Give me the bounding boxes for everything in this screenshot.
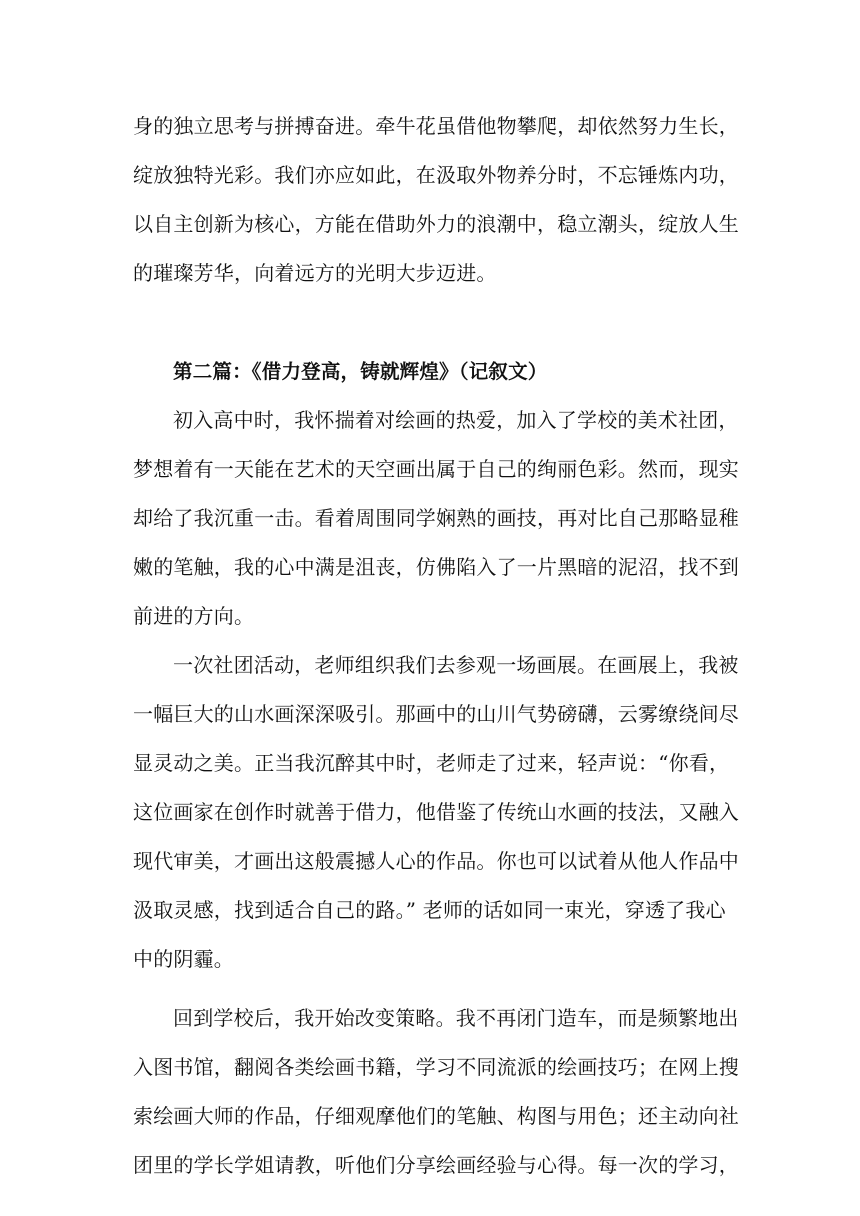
text-line: 的璀璨芳华，向着远方的光明大步迈进。 — [133, 261, 497, 285]
text-line: 梦想着有一天能在艺术的天空画出属于自己的绚丽色彩。然而，现实 — [133, 457, 739, 481]
document-body — [133, 102, 737, 1190]
text-line: 嫩的笔触，我的心中满是沮丧，仿佛陷入了一片黑暗的泥沼，找不到 — [133, 555, 739, 579]
paragraph-gap — [133, 984, 737, 994]
text-line: 却给了我沉重一击。看着周围同学娴熟的画技，再对比自己那略显稚 — [133, 506, 739, 530]
text-line: 绽放独特光彩。我们亦应如此，在汲取外物养分时，不忘锤炼内功， — [133, 163, 739, 187]
text-line: 一幅巨大的山水画深深吸引。那画中的山川气势磅礴，云雾缭绕间尽 — [133, 702, 739, 726]
text-line: 索绘画大师的作品，仔细观摩他们的笔触、构图与用色；还主动向社 — [133, 1104, 739, 1128]
text-line: 这位画家在创作时就善于借力，他借鉴了传统山水画的技法，又融入 — [133, 800, 739, 824]
text-line: 汲取灵感，找到适合自己的路。” 老师的话如同一束光，穿透了我心 — [133, 898, 726, 922]
blank-line — [133, 298, 737, 347]
text-line: 初入高中时，我怀揣着对绘画的热爱，加入了学校的美术社团， — [173, 408, 739, 432]
section-heading: 第二篇：《借力登高，铸就辉煌》（记叙文） — [173, 360, 548, 383]
paragraph-continued — [133, 102, 737, 298]
text-line: 回到学校后，我开始改变策略。我不再闭门造车，而是频繁地出 — [173, 1006, 739, 1030]
text-line: 显灵动之美。正当我沉醉其中时，老师走了过来，轻声说：“你看， — [133, 751, 730, 775]
text-line: 入图书馆，翻阅各类绘画书籍，学习不同流派的绘画技巧；在网上搜 — [133, 1055, 739, 1079]
text-line: 身的独立思考与拼搏奋进。牵牛花虽借他物攀爬，却依然努力生长， — [133, 114, 739, 138]
paragraph-3 — [133, 994, 737, 1190]
text-line: 团里的学长学姐请教，听他们分享绘画经验与心得。每一次的学习， — [133, 1153, 739, 1177]
text-line: 一次社团活动，老师组织我们去参观一场画展。在画展上，我被 — [173, 653, 739, 677]
text-line: 现代审美，才画出这般震撼人心的作品。你也可以试着从他人作品中 — [133, 849, 739, 873]
text-line: 以自主创新为核心，方能在借助外力的浪潮中，稳立潮头，绽放人生 — [133, 212, 739, 236]
paragraph-2 — [133, 641, 737, 984]
text-line: 前进的方向。 — [133, 604, 255, 628]
paragraph-1 — [133, 396, 737, 641]
text-line: 中的阴霾。 — [133, 947, 234, 971]
